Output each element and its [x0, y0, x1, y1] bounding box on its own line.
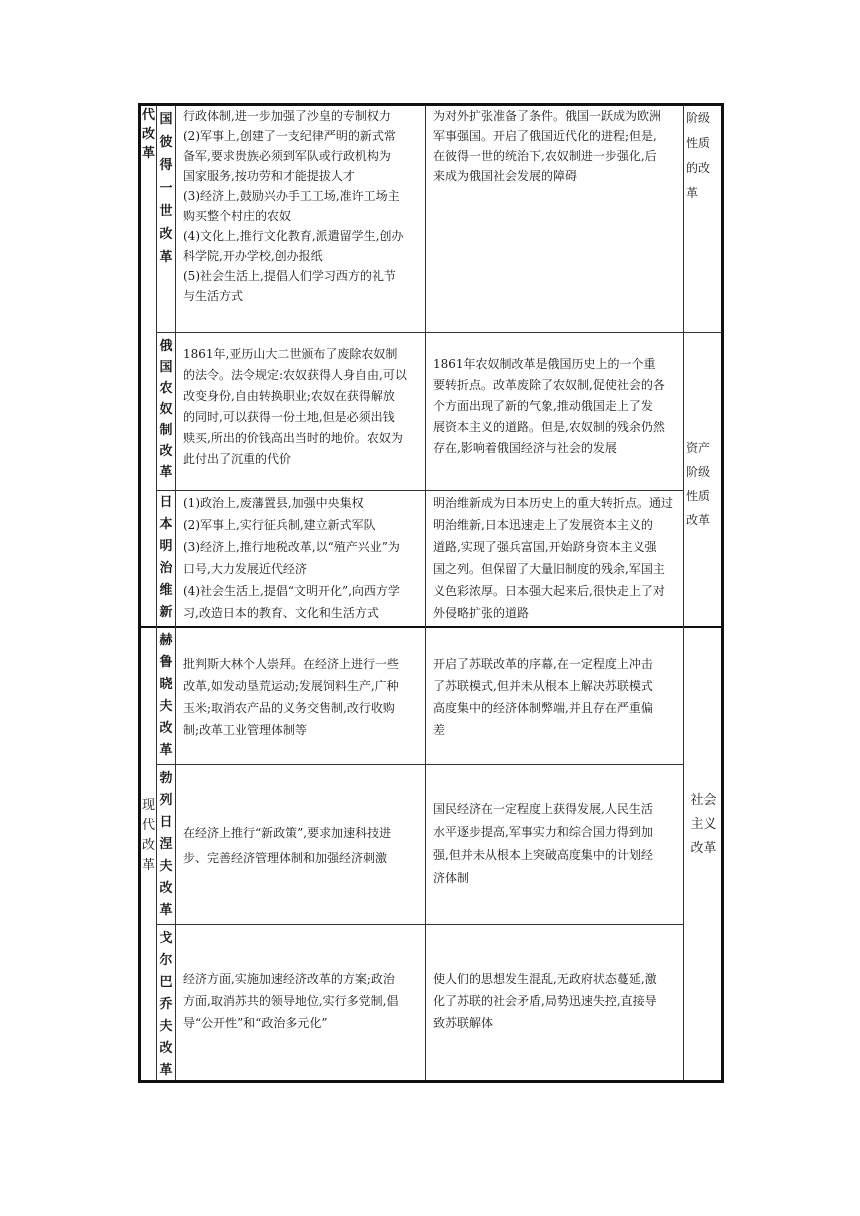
- measure-line: 制;改革工业管理体制等: [183, 723, 308, 737]
- col-divider: [683, 106, 684, 1080]
- impact-line: 国民经济在一定程度上获得发展,人民生活: [433, 802, 653, 816]
- measure-line: 的法令。法令规定:农奴获得人身自由,可以: [183, 368, 407, 382]
- measures-cell: [183, 653, 423, 741]
- row-divider: [156, 924, 683, 925]
- row-divider: [156, 490, 683, 491]
- measure-line: (3)经济上,鼓励兴办手工工场,准许工场主: [183, 189, 400, 203]
- impact-line: 明治维新,日本迅速走上了发展资本主义的: [433, 518, 653, 532]
- impact-line: 个方面出现了新的气象,推动俄国走上了发: [433, 399, 653, 413]
- nature-label-capitalist: 资产阶级性质改革: [686, 441, 711, 527]
- impact-line: 使人们的思想发生混乱,无政府状态蔓延,激: [433, 972, 657, 986]
- impact-line: 国之列。但保留了大量旧制度的残余,军国主: [433, 562, 665, 576]
- measure-line: 习,改造日本的教育、文化和生活方式: [183, 606, 379, 620]
- impact-line: 1861年农奴制改革是俄国历史上的一个重: [433, 357, 656, 371]
- impact-line: 水平逐步提高,军事实力和综合国力得到加: [433, 825, 653, 839]
- impact-line: 要转折点。改革废除了农奴制,促使社会的各: [433, 378, 665, 392]
- measure-line: 方面,取消苏共的领导地位,实行多党制,倡: [183, 994, 399, 1008]
- impact-line: 展资本主义的道路。但是,农奴制的残余仍然: [433, 420, 665, 434]
- impact-line: 明治维新成为日本历史上的重大转折点。通过: [433, 496, 674, 510]
- impact-line: 化了苏联的社会矛盾,局势迅速失控,直接导: [433, 994, 657, 1008]
- measures-cell: [183, 106, 423, 306]
- impact-line: 了苏联模式,但并未从根本上解决苏联模式: [433, 679, 653, 693]
- measures-cell: [183, 492, 423, 624]
- impact-line: 道路,实现了强兵富国,开始跻身资本主义强: [433, 540, 657, 554]
- reform-name: 赫鲁晓夫改革: [159, 633, 173, 758]
- measure-line: (5)社会生活上,提倡人们学习西方的礼节: [183, 269, 396, 283]
- measure-line: 改革,如发动垦荒运动;发展饲料生产,广种: [183, 679, 399, 693]
- period-label-contemporary: 现代改革: [141, 798, 155, 873]
- impact-cell: [433, 492, 681, 624]
- measure-line: 批判斯大林个人崇拜。在经济上进行一些: [183, 657, 400, 671]
- impact-line: 军事强国。开启了俄国近代化的进程;但是,: [433, 129, 657, 143]
- measure-line: 与生活方式: [183, 289, 244, 303]
- impact-line: 义色彩浓厚。日本强大起来后,很快走上了对: [433, 584, 665, 598]
- impact-line: 在彼得一世的统治下,农奴制进一步强化,后: [433, 149, 657, 163]
- measures-cell: [183, 344, 423, 470]
- reform-table: [138, 103, 724, 1083]
- impact-cell: [433, 968, 681, 1034]
- measure-line: (4)文化上,推行文化教育,派遣留学生,创办: [183, 229, 404, 243]
- impact-line: 来成为俄国社会发展的障碍: [433, 169, 578, 183]
- measure-line: 1861年,亚历山大二世颁布了废除农奴制: [183, 347, 398, 361]
- row-divider: [156, 764, 683, 765]
- measure-line: 改变身份,自由转换职业;农奴在获得解放: [183, 389, 395, 403]
- measure-line: 口号,大力发展近代经济: [183, 562, 307, 576]
- col-divider: [175, 106, 176, 1080]
- measure-line: 经济方面,实施加速经济改革的方案;政治: [183, 972, 395, 986]
- measure-line: 备军,要求贵族必须到军队或行政机构为: [183, 149, 391, 163]
- impact-line: 高度集中的经济体制弊端,并且存在严重偏: [433, 701, 653, 715]
- measure-line: 赎买,所出的价钱高出当时的地价。农奴为: [183, 431, 403, 445]
- measure-line: 购买整个村庄的农奴: [183, 209, 292, 223]
- impact-line: 外侵略扩张的道路: [433, 606, 530, 620]
- measure-line: 玉米;取消农产品的义务交售制,改行收购: [183, 701, 395, 715]
- measure-line: (4)社会生活上,提倡“文明开化”,向西方学: [183, 584, 400, 598]
- section-divider: [141, 626, 721, 628]
- impact-cell: [433, 354, 681, 459]
- impact-line: 致苏联解体: [433, 1016, 494, 1030]
- measure-line: 科学院,开办学校,创办报纸: [183, 249, 323, 263]
- impact-line: 济体制: [433, 871, 470, 885]
- measure-line: 导“公开性”和“政治多元化”: [183, 1016, 328, 1030]
- nature-label-socialist: 社会主义改革: [690, 793, 717, 856]
- measure-line: 国家服务,按功劳和才能提拔人才: [183, 169, 355, 183]
- measures-cell: [183, 968, 423, 1034]
- reform-name: 日本明治维新: [159, 495, 173, 620]
- measures-cell: [183, 821, 423, 871]
- nature-label-feudal: 阶级性质的改革: [686, 111, 711, 200]
- impact-cell: [433, 106, 681, 186]
- impact-line: 开启了苏联改革的序幕,在一定程度上冲击: [433, 657, 653, 671]
- impact-line: 强,但并未从根本上突破高度集中的计划经: [433, 848, 653, 862]
- measure-line: (3)经济上,推行地税改革,以“殖产兴业”为: [183, 540, 400, 554]
- measure-line: (2)军事上,创建了一支纪律严明的新式常: [183, 129, 396, 143]
- measure-line: 步、完善经济管理体制和加强经济刺激: [183, 851, 388, 865]
- measure-line: 此付出了沉重的代价: [183, 452, 292, 466]
- impact-cell: [433, 653, 681, 741]
- impact-line: 为对外扩张准备了条件。俄国一跃成为欧洲: [433, 109, 662, 123]
- measure-line: (2)军事上,实行征兵制,建立新式军队: [183, 518, 376, 532]
- measure-line: 行政体制,进一步加强了沙皇的专制权力: [183, 109, 391, 123]
- row-divider: [156, 332, 721, 333]
- reform-name: 俄国农奴制改革: [159, 339, 173, 480]
- reform-name: 戈尔巴乔夫改革: [159, 931, 173, 1078]
- reform-name: 勃列日涅夫改革: [159, 771, 173, 918]
- col-divider: [425, 106, 426, 1080]
- period-label-modern: 代改革: [141, 108, 155, 161]
- measure-line: (1)政治上,废藩置县,加强中央集权: [183, 496, 364, 510]
- measure-line: 的同时,可以获得一份土地,但是必须出钱: [183, 410, 395, 424]
- reform-name: 国彼得一世改革: [159, 112, 173, 265]
- impact-cell: [433, 798, 681, 890]
- impact-line: 存在,影响着俄国经济与社会的发展: [433, 441, 617, 455]
- impact-line: 差: [433, 723, 446, 737]
- measure-line: 在经济上推行“新政策”,要求加速科技进: [183, 826, 392, 840]
